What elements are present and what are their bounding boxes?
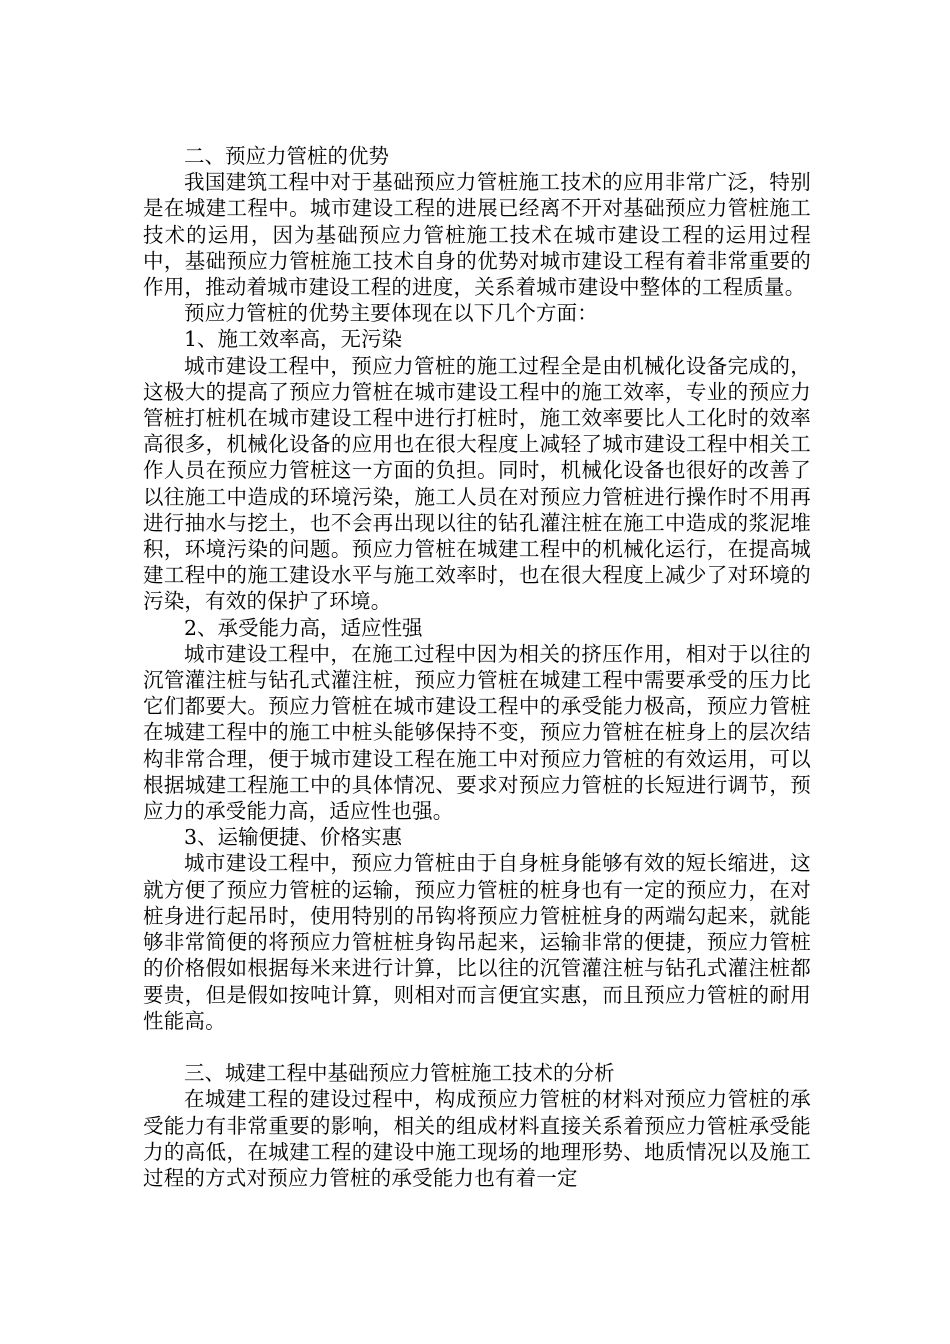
section-heading-analysis: 三、城建工程中基础预应力管桩施工技术的分析 [184, 1061, 615, 1086]
document-page [143, 143, 811, 1191]
paragraph-capacity: 城市建设工程中，在施工过程中因为相关的挤压作用，相对于以往的沉管灌注桩与钻孔式灌注桩，预应力管桩在城建工程中需要承受的压力比它们都要大。预应力管桩在城市建设工程中的承受能力极高，预应力管桩在城建工程中的施工中桩头能够保持不变，预应力管桩在桩身上的层次结构非常合理，便于城市建设工程在施工中对预应力管桩的有效运用，可以根据城建工程施工中的具体情况、要求对预应力管桩的长短进行调节，预应力的承受能力高，适应性也强。 [143, 641, 811, 824]
blank-line [143, 1034, 811, 1060]
paragraph-transport: 城市建设工程中，预应力管桩由于自身桩身能够有效的短长缩进，这就方便了预应力管桩的运输，预应力管桩的桩身也有一定的预应力，在对桩身进行起吊时，使用特别的吊钩将预应力管桩桩身的两端勾起来，就能够非常简便的将预应力管桩桩身钩吊起来，运输非常的便捷，预应力管桩的价格假如根据每米来进行计算，比以往的沉管灌注桩与钻孔式灌注桩都要贵，但是假如按吨计算，则相对而言便宜实惠，而且预应力管桩的耐用性能高。 [143, 851, 811, 1033]
paragraph-efficiency: 城市建设工程中，预应力管桩的施工过程全是由机械化设备完成的，这极大的提高了预应力管桩在城市建设工程中的施工效率，专业的预应力管桩打桩机在城市建设工程中进行打桩时，施工效率要比人工化时的效率高很多，机械化设备的应用也在很大程度上减轻了城市建设工程中相关工作人员在预应力管桩这一方面的负担。同时，机械化设备也很好的改善了以往施工中造成的环境污染，施工人员在对预应力管桩进行操作时不用再进行抽水与挖土，也不会再出现以往的钻孔灌注桩在施工中造成的浆泥堆积，环境污染的问题。预应力管桩在城建工程中的机械化运行，在提高城建工程中的施工建设水平与施工效率时，也在很大程度上减少了对环境的污染，有效的保护了环境。 [143, 353, 811, 614]
paragraph-advantages-lead: 预应力管桩的优势主要体现在以下几个方面： [184, 301, 598, 326]
section-heading-advantages: 二、预应力管桩的优势 [184, 144, 389, 168]
paragraph-intro: 我国建筑工程中对于基础预应力管桩施工技术的应用非常广泛，特别是在城建工程中。城市建设工程的进展已经离不开对基础预应力管桩施工技术的运用，因为基础预应力管桩施工技术在城市建设工程的运用过程中，基础预应力管桩施工技术自身的优势对城市建设工程有着非常重要的作用，推动着城市建设工程的进度，关系着城市建设中整体的工程质量。 [143, 170, 811, 300]
subheading-transport: 3、运输便捷、价格实惠 [184, 825, 403, 850]
paragraph-analysis: 在城建工程的建设过程中，构成预应力管桩的材料对预应力管桩的承受能力有非常重要的影响，相关的组成材料直接关系着预应力管桩承受能力的高低，在城建工程的建设中施工现场的地理形势、地质情况以及施工过程的方式对预应力管桩的承受能力也有着一定 [143, 1087, 811, 1190]
subheading-efficiency: 1、施工效率高，无污染 [184, 327, 403, 352]
subheading-capacity: 2、承受能力高，适应性强 [184, 615, 423, 640]
